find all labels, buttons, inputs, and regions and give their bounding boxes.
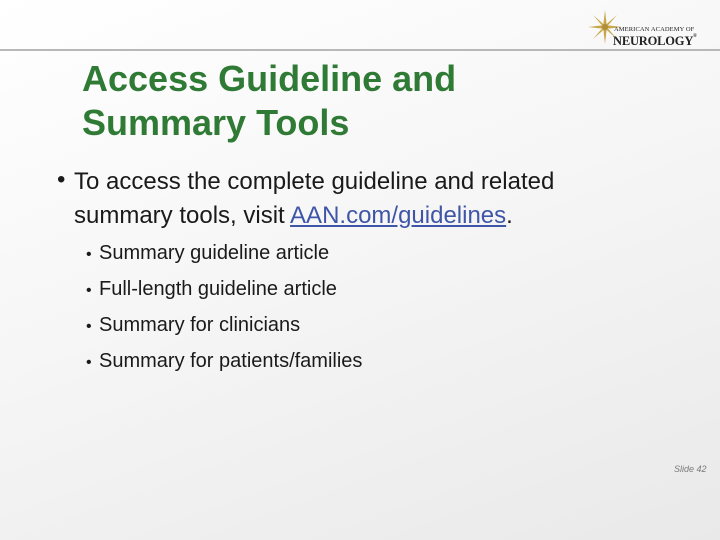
slide-title: [82, 57, 456, 145]
logo-neurology-word: NEUROLOGY: [613, 34, 694, 48]
list-item-label: Summary for clinicians: [99, 314, 301, 336]
summary-tools-list: [86, 236, 362, 380]
list-item-label: Summary for patients/families: [99, 350, 363, 372]
list-item-label: Full-length guideline article: [99, 278, 337, 300]
list-item: [86, 308, 362, 344]
logo-registered-mark: ®: [693, 34, 697, 39]
logo-text-neurology: [613, 34, 697, 49]
logo-text-academy: AMERICAN ACADEMY OF: [614, 26, 695, 33]
list-item: [86, 272, 362, 308]
bullet-dot-icon: •: [57, 166, 66, 193]
sub-bullet-dot-icon: •: [86, 354, 92, 371]
main-bullet-text: [74, 165, 657, 233]
slide-number: Slide 42: [674, 464, 707, 474]
main-bullet-text-before: To access the complete guideline and related summary tools, visit: [74, 168, 555, 229]
main-bullet: [57, 165, 657, 233]
slide-title-line1: Access Guideline and: [82, 58, 457, 99]
slide-title-line2: Summary Tools: [82, 102, 350, 143]
sub-bullet-dot-icon: •: [86, 282, 92, 299]
main-bullet-text-after: .: [506, 202, 513, 229]
list-item: [86, 344, 362, 380]
list-item: [86, 236, 362, 272]
aan-logo: [588, 10, 700, 50]
list-item-label: Summary guideline article: [99, 242, 330, 264]
aan-guidelines-link[interactable]: AAN.com/guidelines: [290, 202, 507, 229]
sub-bullet-dot-icon: •: [86, 318, 92, 335]
sub-bullet-dot-icon: •: [86, 246, 92, 263]
